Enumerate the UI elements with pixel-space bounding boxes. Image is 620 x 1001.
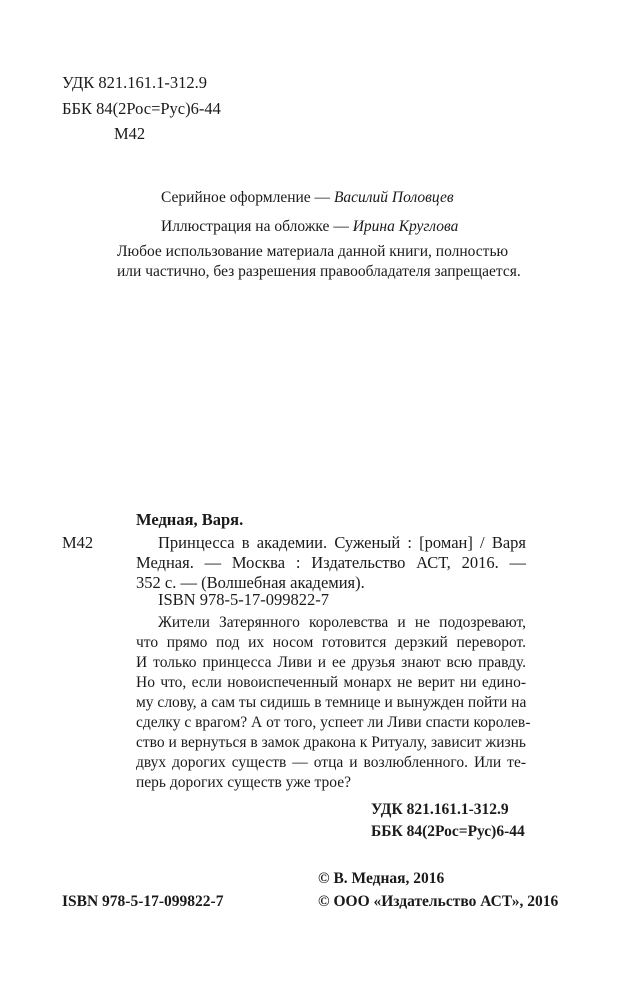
cover-illustration-label: Иллюстрация на обложке — [161, 218, 349, 235]
footer-isbn: ISBN 978-5-17-099822-7 [62, 893, 224, 910]
rights-notice-line-2: или частично, без разрешения правообладателя запрещается. [117, 263, 521, 280]
series-design-credit [161, 188, 454, 208]
series-design-label: Серийное оформление — [161, 189, 331, 206]
bbk-code-bottom: ББК 84(2Рос=Рус)6-44 [371, 823, 525, 840]
annotation-line: Но что, если новоиспеченный монарх не верит ни едино- [136, 674, 526, 691]
cover-illustrator-name: Ирина Круглова [352, 218, 459, 235]
copyright-publisher: © ООО «Издательство АСТ», 2016 [318, 893, 559, 910]
annotation [136, 613, 531, 793]
annotation-line: что прямо под их носом готовится дерзкий переворот. [136, 634, 526, 651]
annotation-line: ство и вернуться в замок дракона к Ритуалу, зависит жизнь [136, 734, 526, 751]
bibliography-line: Принцесса в академии. Суженый : [роман] / Варя [158, 533, 526, 552]
annotation-line: сделку с врагом? А от того, успеет ли Ливи спасти королев- [136, 714, 531, 731]
bibliography-line: 352 с. — (Волшебная академия). [136, 573, 365, 592]
bibliography-description [136, 533, 526, 593]
annotation-line: И только принцесса Ливи и ее друзья знают всю правду. [136, 654, 526, 671]
annotation-line: двух дорогих существ — отца и возлюбленного. Или те- [136, 754, 526, 771]
bibliography-mark: М42 [62, 533, 94, 552]
udk-code-bottom: УДК 821.161.1-312.9 [371, 801, 509, 818]
author-mark: М42 [114, 124, 146, 143]
annotation-line: перь дорогих существ уже трое? [136, 774, 351, 791]
series-designer-name: Василий Половцев [333, 189, 454, 206]
annotation-line: Жители Затерянного королевства и не подозревают, [158, 614, 526, 631]
bbk-code: ББК 84(2Рос=Рус)6-44 [62, 99, 221, 118]
bibliography-line: Медная. — Москва : Издательство АСТ, 2016. — [136, 553, 526, 572]
rights-notice-line-1: Любое использование материала данной книги, полностью [117, 243, 509, 260]
cover-illustration-credit [161, 217, 458, 237]
bibliography-author: Медная, Варя. [136, 510, 244, 529]
copyright-author: © В. Медная, 2016 [318, 870, 445, 887]
rights-notice [117, 242, 521, 282]
bibliography-isbn: ISBN 978-5-17-099822-7 [158, 590, 329, 609]
udk-code: УДК 821.161.1-312.9 [62, 73, 208, 92]
annotation-line: му слову, а сам ты сидишь в темнице и вынужден пойти на [136, 694, 527, 711]
